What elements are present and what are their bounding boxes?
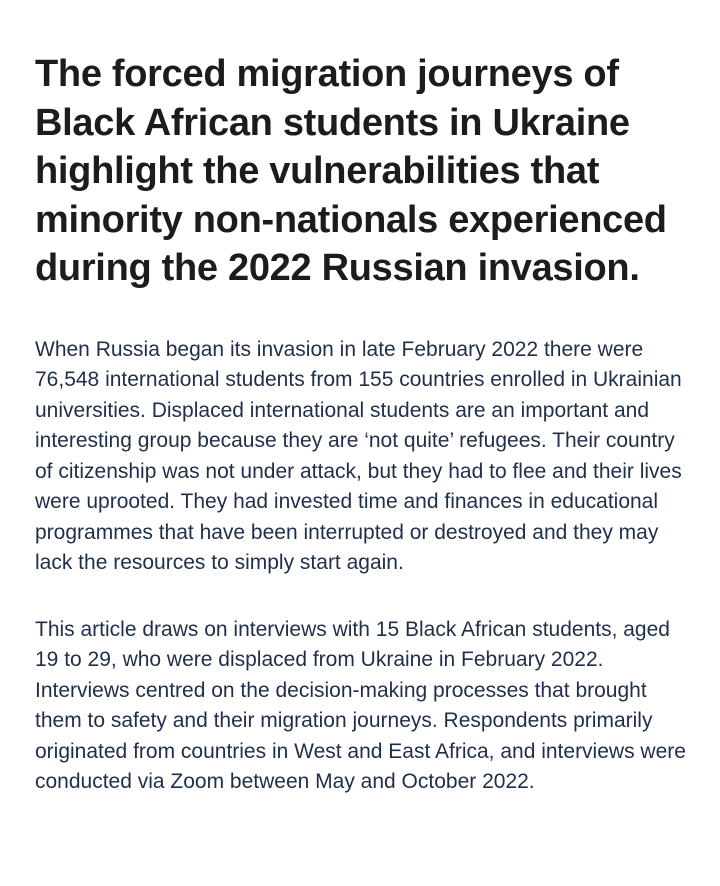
article-paragraph-method: This article draws on interviews with 15 Black African students, aged 19 to 29, who were displaced from Ukraine in February 2022. Interviews centred on the decision-making processes that brought them to safety and their migration journeys. Respondents primarily originated from countries in West and East Africa, and interviews were conducted via Zoom between May and October 2022. (35, 617, 686, 793)
article-paragraph-intro: When Russia began its invasion in late February 2022 there were 76,548 international students from 155 countries enrolled in Ukrainian universities. Displaced international students are an important and interesting group because they are ‘not quite’ refugees. Their country of citizenship was not under attack, but they had to flee and their lives were uprooted. They had invested time and finances in educational programmes that have been interrupted or destroyed and they may lack the resources to simply start again. (35, 337, 682, 574)
article (35, 50, 695, 798)
article-headline: The forced migration journeys of Black African students in Ukraine highlight the vulnerabilities that minority non-nationals experienced during the 2022 Russian invasion. (35, 53, 667, 289)
